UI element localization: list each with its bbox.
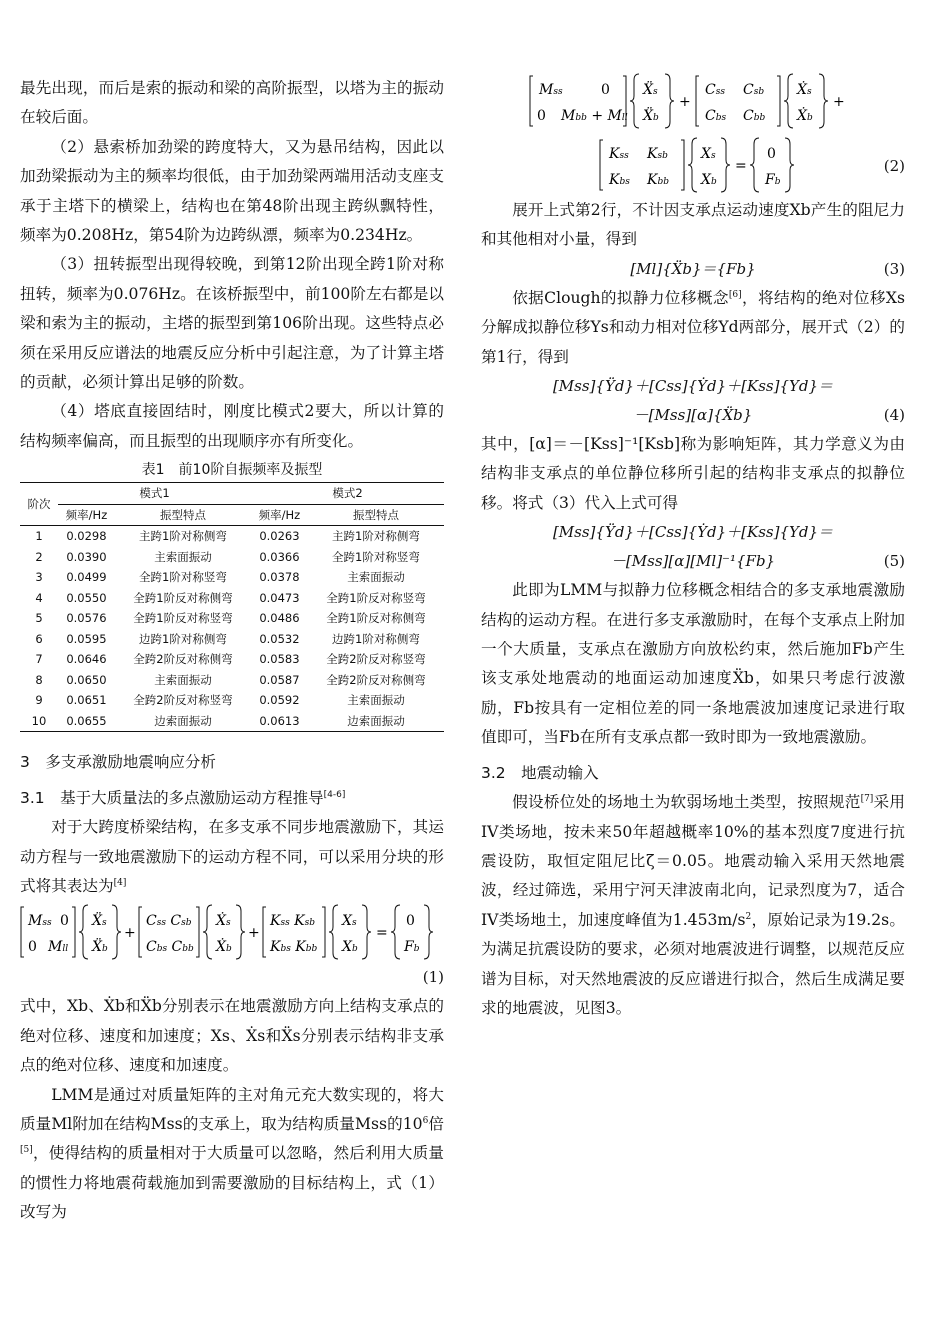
table-cell: 3 xyxy=(35,570,43,585)
equation-3-body: [Ml]{Ẍb}＝{Fb} xyxy=(630,259,756,278)
paragraph-where: 式中，Xb、Ẋb和Ẍb分别表示在地震激励方向上结构支承点的绝对位移、速度和加速度；Xs、Ẋs和Ẍs分别表示结构非支承点的绝对位移、速度和加速度。 xyxy=(20,997,444,1075)
svg-text:Ẍb: Ẍb xyxy=(643,108,659,124)
p32-text-a: 假设桥位处的场地土为软弱场地土类型，按照规范 xyxy=(512,793,861,812)
table-cell: 0.0655 xyxy=(66,713,107,728)
svg-text:Mss: Mss xyxy=(28,913,52,930)
right-column xyxy=(481,70,905,1023)
table-cell: 0.0263 xyxy=(259,529,300,544)
equation-4-line-2-body: －[Mss][α]{Ẍb} xyxy=(633,406,753,425)
svg-text:+: + xyxy=(679,94,691,110)
frequency-table xyxy=(20,482,444,732)
p32-sup: 2 xyxy=(745,911,752,922)
table-cell: 0.0592 xyxy=(259,693,300,708)
table-cell: 全跨1阶对称竖弯 xyxy=(332,549,420,564)
table-row xyxy=(20,567,444,588)
svg-text:0: 0 xyxy=(537,108,546,124)
svg-text:Kbs: Kbs xyxy=(609,172,630,188)
svg-text:=: = xyxy=(735,158,747,174)
p32-text-b: 采用IV类场地，按未来50年超越概率10%的基本烈度7度进行抗震设防，取恒定阻尼比ζ＝0.05。地震动输入采用天然地震波，经过筛选，采用宁河天津波南北向，记录烈度为7，适合IV类场地土，加速度峰值为1.453m/s xyxy=(481,793,905,929)
svg-text:Ẋs: Ẋs xyxy=(797,82,812,98)
clough-text-b: ，将结构的绝对位移Xs分解成拟静位移Ys和动力相对位移Yd两部分，展开式（2）的第1行，得到 xyxy=(481,288,905,366)
ref-7: [7] xyxy=(860,793,874,804)
table-cell: 0.0366 xyxy=(259,549,300,564)
svg-text:Mbb + Mll: Mbb + Mll xyxy=(561,108,628,124)
equation-5-line-1-body: [Mss]{Ÿd}＋[Css]{Ẏd}＋[Kss]{Yd}＝ xyxy=(552,523,834,542)
table-cell: 0.0583 xyxy=(259,652,300,667)
table-cell: 0.0499 xyxy=(66,570,107,585)
table-cell: 8 xyxy=(35,672,43,687)
paragraph-3-1 xyxy=(20,813,444,901)
svg-text:0: 0 xyxy=(601,82,610,98)
lmm-sup: 6 xyxy=(422,1115,429,1126)
paragraph-clough xyxy=(481,284,905,372)
table-row xyxy=(20,649,444,670)
table-cell: 全跨2阶反对称竖弯 xyxy=(133,693,233,708)
table-cell: 7 xyxy=(35,652,43,667)
table-cell: 0.0576 xyxy=(66,611,107,626)
table-cell: 0.0550 xyxy=(66,590,107,605)
svg-text:Cbs: Cbs xyxy=(705,108,727,124)
table-row xyxy=(20,690,444,711)
svg-text:=: = xyxy=(376,925,388,942)
svg-text:+: + xyxy=(833,94,845,110)
paragraph-4: （4）塔底直接固结时，刚度比模式2要大，所以计算的结构频率偏高，而且振型的出现顺序亦有所变化。 xyxy=(20,402,444,450)
paragraph-lmm xyxy=(20,1081,444,1228)
svg-text:Xs: Xs xyxy=(342,913,357,930)
table-cell: 全跨2阶反对称竖弯 xyxy=(326,652,426,667)
clough-text-a: 依据Clough的拟静力位移概念 xyxy=(512,288,729,307)
table-row xyxy=(20,670,444,691)
svg-text:0: 0 xyxy=(406,913,415,930)
left-column xyxy=(20,74,444,1228)
table-cell: 0.0473 xyxy=(259,590,300,605)
svg-text:Ẍs: Ẍs xyxy=(92,913,107,930)
mode2-header: 模式2 xyxy=(251,483,444,505)
table-cell: 0.0486 xyxy=(259,611,300,626)
table-row xyxy=(20,711,444,732)
svg-text:Xs: Xs xyxy=(701,146,716,162)
paragraph-where-2: 其中，[α]＝－[Kss]⁻¹[Ksb]称为影响矩阵，其力学意义为由结构非支承点的单位静位移所引起的结构非支承点的拟静位移。将式（3）代入上式可得 xyxy=(481,435,905,512)
ref-6: [6] xyxy=(728,289,742,300)
equation-5-line-2-body: －[Mss][α][Ml]⁻¹{Fb} xyxy=(610,552,776,571)
ref-5: [5] xyxy=(20,1145,33,1156)
svg-text:Xb: Xb xyxy=(342,939,358,956)
p32-text-c: ，原始记录为19.2s。为满足抗震设防的要求，必须对地震波进行调整，以规范反应谱为目标，对天然地震波的反应谱进行拟合，然后生成满足要求的地震波，见图3。 xyxy=(481,910,905,1017)
table-cell: 0.0298 xyxy=(66,529,107,544)
svg-text:Ẍs: Ẍs xyxy=(643,82,658,98)
table-cell: 0.0613 xyxy=(259,713,300,728)
section-3-2-heading: 3.2 地震动输入 xyxy=(481,763,599,782)
shape-header: 振型特点 xyxy=(115,504,251,526)
table-cell: 0.0595 xyxy=(66,631,107,646)
table-cell: 0.0532 xyxy=(259,631,300,646)
svg-text:Mll: Mll xyxy=(48,939,69,956)
svg-text:0: 0 xyxy=(60,913,69,930)
table-cell: 0.0390 xyxy=(66,549,107,564)
svg-text:Ẋb: Ẋb xyxy=(797,108,813,124)
table-cell: 全跨1阶反对称侧弯 xyxy=(326,611,426,626)
equation-5-line-1 xyxy=(481,518,905,547)
svg-text:Ẍb: Ẍb xyxy=(92,939,108,956)
svg-text:+: + xyxy=(248,925,260,942)
paragraph-2: （2）悬索桥加劲梁的跨度特大，又为悬吊结构，因此以加劲梁振动为主的频率均很低，由于加劲梁两端用活动支座支承于主塔下的横梁上，结构也在第48阶出现主跨纵飘特性，频率为0.208Hz，第54阶为边跨纵漂，频率为0.234Hz。 xyxy=(20,137,444,245)
table-cell: 主跨1阶对称侧弯 xyxy=(139,529,227,544)
equation-1-number-row xyxy=(20,963,444,992)
table-row xyxy=(20,608,444,629)
table-cell: 主跨1阶对称侧弯 xyxy=(332,529,420,544)
svg-text:Ẋs: Ẋs xyxy=(216,913,231,930)
paragraph-lmm-2: 此即为LMM与拟静力位移概念相结合的多支承地震激励结构的运动方程。在进行多支承激励时，在每个支承点上附加一个大质量，支承点在激励方向放松约束，然后施加Fb产生该支承处地震动的地面运动加速度Ẍb，如果只考虑行波激励，Fb按具有一定相位差的同一条地震波加速度记录进行取值即可，当Fb在所有支承点都一致时即为一致地震激励。 xyxy=(481,581,905,747)
lmm-text-c: ，使得结构的质量相对于大质量可以忽略，然后利用大质量的惯性力将地震荷载施加到需要激励的目标结构上，式（1）改写为 xyxy=(20,1144,444,1222)
mode1-header: 模式1 xyxy=(58,483,251,505)
svg-text:Csb: Csb xyxy=(743,82,765,98)
table-cell: 0.0646 xyxy=(66,652,107,667)
equation-4-line-1-body: [Mss]{Ÿd}＋[Css]{Ẏd}＋[Kss]{Yd}＝ xyxy=(552,377,834,396)
equation-3 xyxy=(481,255,905,284)
svg-text:Kbs Kbb: Kbs Kbb xyxy=(270,939,318,956)
svg-text:Ẋb: Ẋb xyxy=(216,939,232,956)
svg-text:Fb: Fb xyxy=(404,939,420,956)
table-cell: 边索面振动 xyxy=(154,713,212,728)
table-cell: 全跨1阶反对称侧弯 xyxy=(133,590,233,605)
equation-5-line-2 xyxy=(481,547,905,576)
table-cell: 主索面振动 xyxy=(347,693,405,708)
table-row xyxy=(20,588,444,609)
table-cell: 边跨1阶对称侧弯 xyxy=(139,631,227,646)
freq-header: 频率/Hz xyxy=(58,504,115,526)
table-cell: 10 xyxy=(31,713,47,728)
intro-paragraph: 最先出现，而后是索的振动和梁的高阶振型，以塔为主的振动在较后面。 xyxy=(20,79,444,127)
svg-text:Xb: Xb xyxy=(701,172,717,188)
table-cell: 边跨1阶对称侧弯 xyxy=(332,631,420,646)
table-row xyxy=(20,547,444,568)
svg-text:+: + xyxy=(124,925,136,942)
table-cell: 0.0651 xyxy=(66,693,107,708)
table-cell: 主索面振动 xyxy=(347,570,405,585)
equation-5-number: (5) xyxy=(883,552,905,571)
svg-text:Mss: Mss xyxy=(539,82,563,98)
paragraph-3-1-text: 对于大跨度桥梁结构，在多支承不同步地震激励下，其运动方程与一致地震激励下的运动方程不同，可以采用分块的形式将其表达为 xyxy=(20,818,444,895)
svg-text:Cbs Cbb: Cbs Cbb xyxy=(146,939,194,956)
svg-text:Ksb: Ksb xyxy=(647,146,668,162)
table-cell: 0.0650 xyxy=(66,672,107,687)
svg-text:Kss: Kss xyxy=(609,146,629,162)
table-cell: 0.0378 xyxy=(259,570,300,585)
table-cell: 全跨2阶反对称侧弯 xyxy=(326,672,426,687)
table-cell: 0.0587 xyxy=(259,672,300,687)
svg-text:Fb: Fb xyxy=(765,172,781,188)
col-order-header: 阶次 xyxy=(20,483,58,526)
lmm-text-a: LMM是通过对质量矩阵的主对角元充大数实现的，将大质量Ml附加在结构Mss的支承上，取为结构质量Mss的10 xyxy=(20,1085,444,1133)
svg-text:Kss Ksb: Kss Ksb xyxy=(270,913,316,930)
section-3-1-heading xyxy=(20,784,444,813)
freq-header: 频率/Hz xyxy=(251,504,308,526)
ref-4: [4] xyxy=(113,877,127,888)
table-row xyxy=(20,629,444,650)
table-cell: 9 xyxy=(35,693,43,708)
table-cell: 2 xyxy=(35,549,43,564)
paragraph-3: （3）扭转振型出现得较晚，到第12阶出现全跨1阶对称扭转，频率为0.076Hz。在该桥振型中，前100阶左右都是以梁和索为主的振动，主塔的振型到第106阶出现。这些特点必须在采用反应谱法的地震反应分析中引起注意，为了计算主塔的贡献，必须计算出足够的阶数。 xyxy=(20,255,444,392)
table-cell: 5 xyxy=(35,611,43,626)
paragraph-expand: 展开上式第2行，不计因支承点运动速度Xb产生的阻尼力和其他相对小量，得到 xyxy=(481,201,905,249)
section-3-heading: 3 多支承激励地震响应分析 xyxy=(20,753,216,772)
equation-2 xyxy=(481,70,905,196)
paragraph-3-2 xyxy=(481,788,905,1023)
equation-2-graphic xyxy=(481,70,905,196)
table-cell: 主索面振动 xyxy=(154,549,212,564)
shape-header: 振型特点 xyxy=(308,504,444,526)
svg-text:Cbb: Cbb xyxy=(743,108,766,124)
lmm-text-b: 倍 xyxy=(428,1114,444,1133)
table-cell: 主索面振动 xyxy=(154,672,212,687)
section-3-1-title: 3.1 基于大质量法的多点激励运动方程推导 xyxy=(20,788,324,807)
equation-1-graphic xyxy=(20,901,444,963)
table-cell: 全跨2阶反对称侧弯 xyxy=(133,652,233,667)
equation-4-line-2 xyxy=(481,401,905,430)
table-cell: 4 xyxy=(35,590,43,605)
svg-text:0: 0 xyxy=(767,146,776,162)
table-cell: 全跨1阶反对称竖弯 xyxy=(133,611,233,626)
equation-1 xyxy=(20,901,444,963)
equation-4-line-1 xyxy=(481,372,905,401)
equation-3-number: (3) xyxy=(883,259,905,278)
table-caption: 表1 前10阶自振频率及振型 xyxy=(141,462,323,479)
ref-4-6: [4-6] xyxy=(323,789,346,800)
equation-1-number: (1) xyxy=(422,968,444,987)
table-cell: 1 xyxy=(35,529,43,544)
table-cell: 全跨1阶反对称竖弯 xyxy=(326,590,426,605)
table-cell: 全跨1阶对称竖弯 xyxy=(139,570,227,585)
equation-2-number: (2) xyxy=(883,157,905,175)
svg-text:Kbb: Kbb xyxy=(647,172,669,188)
table-cell: 边索面振动 xyxy=(347,713,405,728)
svg-text:0: 0 xyxy=(28,939,37,956)
svg-text:Css: Css xyxy=(705,82,725,98)
equation-4-number: (4) xyxy=(883,406,905,425)
table-cell: 6 xyxy=(35,631,43,646)
table-row xyxy=(20,526,444,547)
svg-text:Css Csb: Css Csb xyxy=(146,913,192,930)
